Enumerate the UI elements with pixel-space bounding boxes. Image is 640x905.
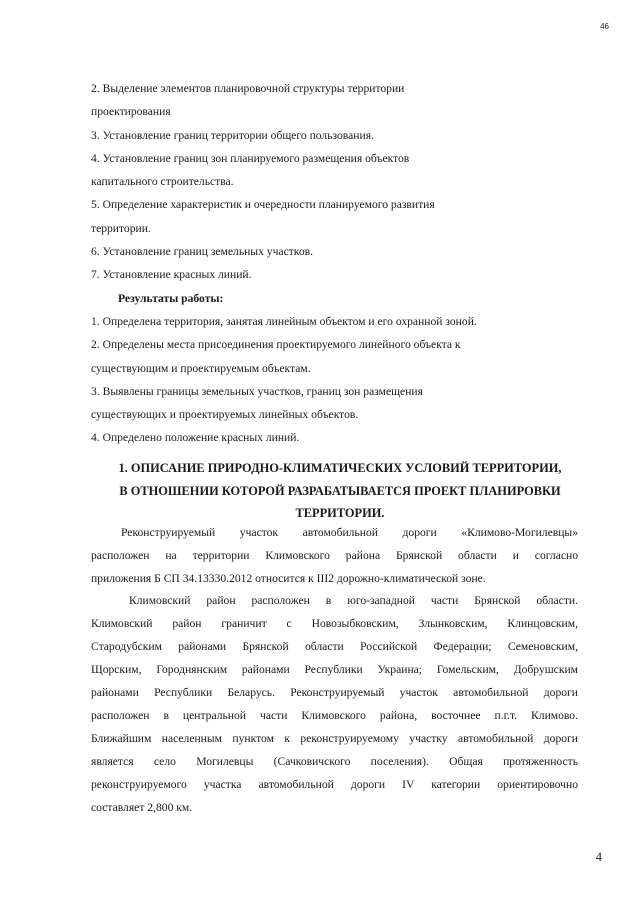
paragraph-line: Климовский район граничит с Новозыбковским, Злынковским, Клинцовским, xyxy=(91,617,578,630)
paragraph-line: составляет 2,800 км. xyxy=(91,801,193,814)
paragraph-line: Климовский район расположен в юго-западной части Брянской области. xyxy=(129,594,578,607)
list-item: проектирования xyxy=(91,105,171,119)
paragraph-line: расположен в центральной части Климовского района, восточнее п.г.т. Климово. xyxy=(91,709,578,722)
list-item: 3. Установление границ территории общего пользования. xyxy=(91,128,374,142)
result-item: существующим и проектируемым объектам. xyxy=(91,361,311,375)
list-item: капитального строительства. xyxy=(91,175,234,189)
page-number: 4 xyxy=(595,850,602,864)
paragraph-location xyxy=(91,521,578,590)
section-title-line: В ОТНОШЕНИИ КОТОРОЙ РАЗРАБАТЫВАЕТСЯ ПРОЕКТ ПЛАНИРОВКИ xyxy=(119,483,561,498)
list-item: 2. Выделение элементов планировочной структуры территории xyxy=(91,82,405,95)
result-item: 4. Определено положение красных линий. xyxy=(91,431,300,445)
result-item: 2. Определены места присоединения проектируемого линейного объекта к xyxy=(91,338,461,352)
paragraph-line: приложения Б СП 34.13330.2012 относится к III2 дорожно-климатической зоне. xyxy=(91,572,486,585)
result-item: 1. Определена территория, занятая линейным объектом и его охранной зоной. xyxy=(91,314,477,328)
paragraph-line: районами Республики Беларусь. Реконструируемый участок автомобильной дороги xyxy=(91,686,578,699)
result-item: существующих и проектируемых линейных объектов. xyxy=(91,408,359,422)
results-heading: Результаты работы: xyxy=(118,291,224,305)
task-list xyxy=(91,77,561,450)
list-item: 5. Определение характеристик и очередности планируемого развития xyxy=(91,198,435,212)
paragraph-line: Ближайшим населенным пунктом к реконструируемому участку автомобильной дороги xyxy=(91,732,578,745)
list-item: 4. Установление границ зон планируемого размещения объектов xyxy=(91,151,410,165)
section-title xyxy=(70,457,610,525)
paragraph-line: расположен на территории Климовского района Брянской области и согласно xyxy=(91,549,578,562)
section-title-line: ТЕРРИТОРИИ. xyxy=(295,506,385,520)
paragraph-district xyxy=(91,589,578,819)
paragraph-line: Стародубским районами Брянской области Российской Федерации; Семеновским, xyxy=(91,640,578,653)
section-title-line: 1. ОПИСАНИЕ ПРИРОДНО-КЛИМАТИЧЕСКИХ УСЛОВИЙ ТЕРРИТОРИИ, xyxy=(118,461,562,475)
paragraph-line: Щорским, Городнянским районами Республики Украина; Гомельским, Добрушским xyxy=(91,663,578,676)
paragraph-line: является село Могилевцы (Сачковичского поселения). Общая протяженность xyxy=(91,755,578,768)
result-item: 3. Выявлены границы земельных участков, границ зон размещения xyxy=(91,384,423,398)
paragraph-line: реконструируемого участка автомобильной дороги IV категории ориентировочно xyxy=(91,778,578,791)
list-item: территории. xyxy=(91,221,151,235)
list-item: 7. Установление красных линий. xyxy=(91,268,252,282)
corner-page-number: 46 xyxy=(600,22,609,31)
paragraph-line: Реконструируемый участок автомобильной дороги «Климово-Могилевцы» xyxy=(121,526,578,539)
list-item: 6. Установление границ земельных участков. xyxy=(91,245,313,259)
